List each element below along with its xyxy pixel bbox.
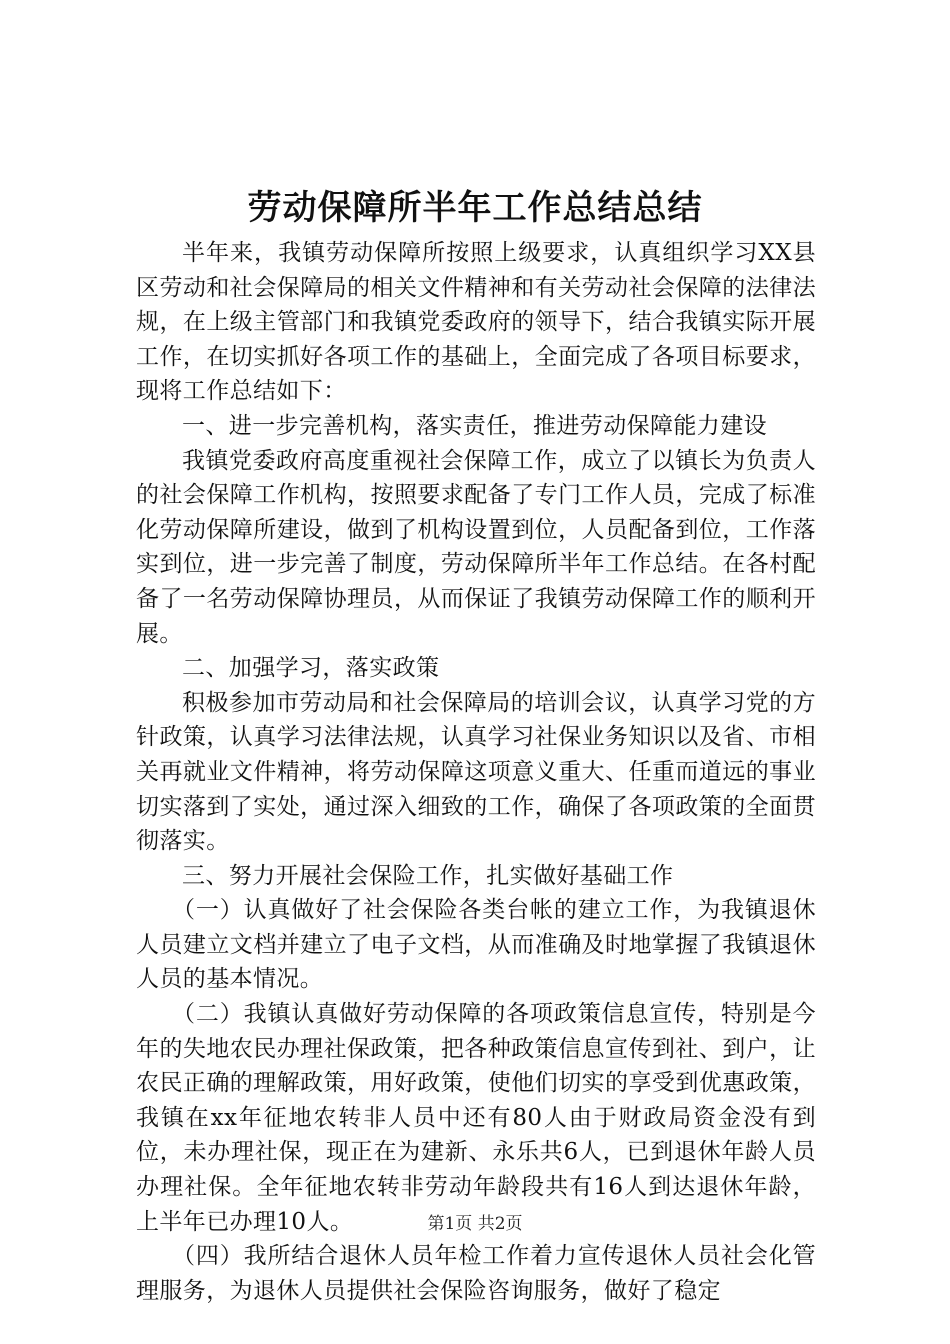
section-2-paragraph: 积极参加市劳动局和社会保障局的培训会议，认真学习党的方针政策，认真学习法律法规，认真学习社保业务知识以及省、市相关再就业文件精神，将劳动保障这项意义重大、任重而道远的事业切实落到了实处，通过深入细致的工作，确保了各项政策的全面贯彻落实。 <box>136 689 816 855</box>
intro-paragraph: 半年来，我镇劳动保障所按照上级要求，认真组织学习XX县区劳动和社会保障局的相关文件精神和有关劳动社会保障的法律法规，在上级主管部门和我镇党委政府的领导下，结合我镇实际开展工作，在切实抓好各项工作的基础上，全面完成了各项目标要求，现将工作总结如下： <box>136 240 816 405</box>
subsection-4-paragraph: （四）我所结合退休人员年检工作着力宣传退休人员社会化管理服务，为退休人员提供社会保险咨询服务，做好了稳定 <box>136 1243 816 1304</box>
section-heading-3: 三、努力开展社会保险工作，扎实做好基础工作 <box>182 862 674 889</box>
document-body <box>136 236 816 1308</box>
subsection-2-paragraph: （二）我镇认真做好劳动保障的各项政策信息宣传，特别是今年的失地农民办理社保政策，把各种政策信息宣传到社、到户，让农民正确的理解政策，用好政策，使他们切实的享受到优惠政策，我镇在xx年征地农转非人员中还有80人由于财政局资金没有到位，未办理社保，现正在为建新、永乐共6人，已到退休年龄人员办理社保。全年征地农转非劳动年龄段共有16人到达退休年龄，上半年已办理10人。 <box>136 1001 816 1235</box>
section-heading-2: 二、加强学习，落实政策 <box>182 655 440 682</box>
section-1-paragraph: 我镇党委政府高度重视社会保障工作，成立了以镇长为负责人的社会保障工作机构，按照要求配备了专门工作人员，完成了标准化劳动保障所建设，做到了机构设置到位，人员配备到位，工作落实到位，进一步完善了制度，劳动保障所半年工作总结。在各村配备了一名劳动保障协理员，从而保证了我镇劳动保障工作的顺利开展。 <box>136 447 816 647</box>
page-footer: 第1页 共2页 <box>427 1214 523 1234</box>
section-heading-1: 一、进一步完善机构，落实责任，推进劳动保障能力建设 <box>182 412 767 439</box>
document-title: 劳动保障所半年工作总结总结 <box>247 188 703 228</box>
subsection-1-paragraph: （一）认真做好了社会保险各类台帐的建立工作，为我镇退休人员建立文档并建立了电子文档，从而准确及时地掌握了我镇退休人员的基本情况。 <box>136 897 816 993</box>
